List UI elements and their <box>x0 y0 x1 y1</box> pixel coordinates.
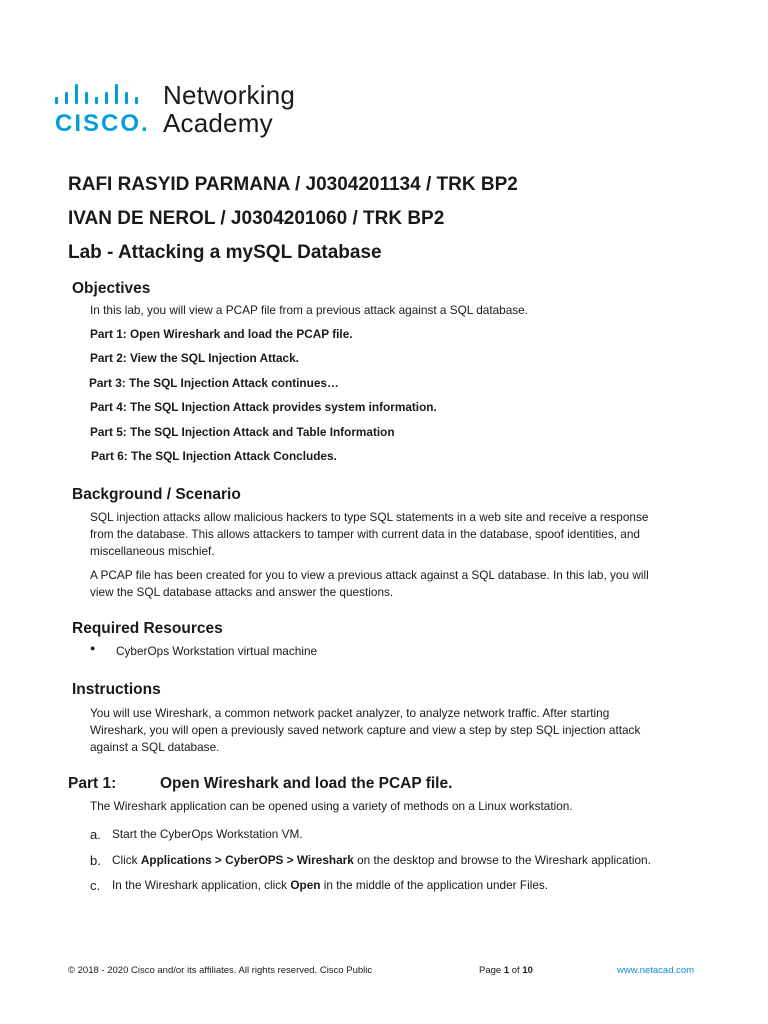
step-b-text <box>112 852 651 869</box>
objective-part-1: Part 1: Open Wireshark and load the PCAP file. <box>90 327 353 341</box>
instructions-line3: against a SQL database. <box>90 740 220 754</box>
bullet-icon: ● <box>90 643 96 653</box>
step-c-letter: c. <box>90 878 101 893</box>
step-c-post: in the middle of the application under Files. <box>320 878 549 892</box>
objective-part-4: Part 4: The SQL Injection Attack provides system information. <box>90 400 437 414</box>
footer-copyright: © 2018 - 2020 Cisco and/or its affiliates. All rights reserved. Cisco Public <box>68 965 373 976</box>
background-p2-line1: A PCAP file has been created for you to view a previous attack against a SQL database. In this lab, you will <box>90 568 649 582</box>
step-b-post: on the desktop and browse to the Wireshark application. <box>353 853 651 867</box>
footer-page-total: 10 <box>522 965 533 976</box>
part1-label: Part 1: <box>68 775 117 792</box>
step-b-menu-path: Applications > CyberOPS > Wireshark <box>140 853 354 867</box>
background-p1-line3: miscellaneous mischief. <box>90 544 215 558</box>
page-title: Lab - Attacking a mySQL Database <box>68 242 382 263</box>
footer-page-of: of <box>509 965 523 976</box>
objective-part-3: Part 3: The SQL Injection Attack continues… <box>89 376 339 390</box>
footer-url-link[interactable]: www.netacad.com <box>617 965 695 976</box>
background-heading: Background / Scenario <box>72 486 241 503</box>
resource-item: CyberOps Workstation virtual machine <box>116 644 318 658</box>
step-c-open: Open <box>290 878 321 892</box>
footer-page-word: Page <box>479 965 504 976</box>
author-line-1: RAFI RASYID PARMANA / J0304201134 / TRK BP2 <box>68 174 518 195</box>
cisco-bars-icon <box>55 84 155 104</box>
step-c-text <box>112 877 548 894</box>
cisco-wordmark: CISCO. <box>55 110 150 137</box>
resources-heading: Required Resources <box>72 620 223 637</box>
background-p1-line1: SQL injection attacks allow malicious hackers to type SQL statements in a web site and receive a response <box>90 510 649 524</box>
objective-part-2: Part 2: View the SQL Injection Attack. <box>90 351 299 365</box>
step-a-letter: a. <box>90 827 101 842</box>
author-line-2: IVAN DE NEROL / J0304201060 / TRK BP2 <box>68 208 445 229</box>
step-b-pre: Click <box>112 853 141 867</box>
objectives-intro: In this lab, you will view a PCAP file from a previous attack against a SQL database. <box>90 303 529 317</box>
objective-part-6: Part 6: The SQL Injection Attack Concludes. <box>91 449 337 463</box>
instructions-line2: Wireshark, you will open a previously saved network capture and view a step by step SQL injection attack <box>90 723 641 737</box>
step-a-text: Start the CyberOps Workstation VM. <box>112 827 303 841</box>
instructions-line1: You will use Wireshark, a common network packet analyzer, to analyze network traffic. After starting <box>90 706 610 720</box>
background-p2-line2: view the SQL database attacks and answer the questions. <box>90 585 394 599</box>
logo-networking: Networking <box>163 80 296 110</box>
background-p1-line2: from the database. This allows attackers to tamper with current data in the database, spoof identities, and <box>90 527 640 541</box>
objectives-heading: Objectives <box>72 280 151 297</box>
footer-page-current: 1 <box>503 965 510 976</box>
step-c-pre: In the Wireshark application, click <box>112 878 291 892</box>
part1-title: Open Wireshark and load the PCAP file. <box>160 775 453 792</box>
logo-academy: Academy <box>163 108 273 138</box>
part1-intro: The Wireshark application can be opened using a variety of methods on a Linux workstation. <box>90 799 573 813</box>
instructions-heading: Instructions <box>72 681 161 698</box>
cisco-networking-academy-logo <box>55 80 315 140</box>
step-b-letter: b. <box>90 853 101 868</box>
objective-part-5: Part 5: The SQL Injection Attack and Table Information <box>90 425 395 439</box>
footer-page-number <box>479 965 533 976</box>
